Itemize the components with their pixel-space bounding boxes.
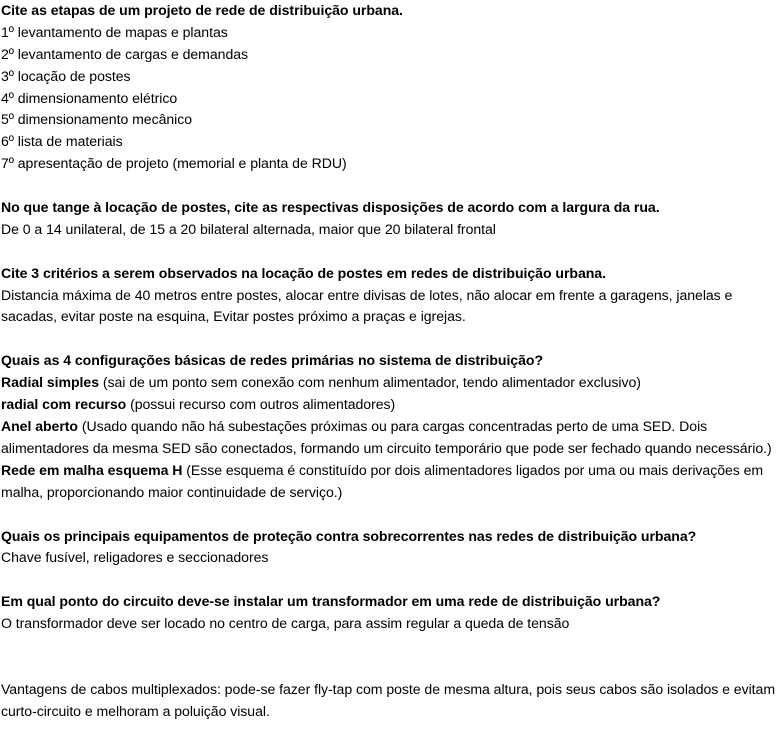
question-3: Cite 3 critérios a serem observados na locação de postes em redes de distribuição urbana. (1, 264, 606, 281)
answer-5: Chave fusível, religadores e seccionadores (1, 549, 269, 566)
config-desc: (sai de um ponto sem conexão com nenhum alimentador, tendo alimentador exclusivo) (99, 374, 641, 391)
config-radial-com-recurso (1, 394, 776, 416)
answer-3: Distancia máxima de 40 metros entre postes, alocar entre divisas de lotes, não alocar em frente a garagens, janelas e sacadas, evitar poste na esquina, Evitar postes próximo a praças e igrejas. (1, 286, 733, 325)
config-term: Anel aberto (1, 417, 78, 434)
question-2: No que tange à locação de postes, cite as respectivas disposições de acordo com a largura da rua. (1, 199, 660, 216)
config-radial-simples (1, 372, 776, 394)
spacer (1, 175, 780, 197)
answer-6: O transformador deve ser locado no centro de carga, para assim regular a queda de tensão (1, 615, 570, 632)
config-term: Rede em malha esquema H (1, 461, 183, 478)
step-1: 1º levantamento de mapas e plantas (1, 23, 228, 40)
answer-2: De 0 a 14 unilateral, de 15 a 20 bilateral alternada, maior que 20 bilateral frontal (1, 220, 496, 237)
spacer (1, 569, 780, 591)
question-5: Quais os principais equipamentos de proteção contra sobrecorrentes nas redes de distribuição urbana? (1, 527, 697, 544)
step-7: 7º apresentação de projeto (memorial e planta de RDU) (1, 155, 347, 172)
step-4: 4º dimensionamento elétrico (1, 89, 178, 106)
config-desc: (possui recurso com outros alimentadores) (126, 396, 396, 413)
config-rede-em-malha (1, 460, 776, 504)
step-3: 3º locação de postes (1, 67, 131, 84)
step-6: 6º lista de materiais (1, 133, 123, 150)
spacer (1, 504, 780, 526)
config-term: radial com recurso (1, 396, 127, 413)
config-term: Radial simples (1, 374, 99, 391)
question-4: Quais as 4 configurações básicas de redes primárias no sistema de distribuição? (1, 352, 544, 369)
spacer (1, 328, 780, 350)
note-multiplexed-cables: Vantagens de cabos multiplexados: pode-se fazer fly-tap com poste de mesma altura, pois seus cabos são isolados e evitam curto-circuito e melhoram a poluição visual. (1, 680, 776, 719)
step-2: 2º levantamento de cargas e demandas (1, 45, 249, 62)
config-desc: (Esse esquema é constituído por dois alimentadores ligados por uma ou mais derivações em malha, proporcionando maior continuidade de serviço.) (1, 461, 764, 500)
config-anel-aberto (1, 416, 776, 460)
step-5: 5º dimensionamento mecânico (1, 111, 193, 128)
question-6: Em qual ponto do circuito deve-se instalar um transformador em uma rede de distribuição urbana? (1, 593, 661, 610)
spacer (1, 241, 780, 263)
question-1: Cite as etapas de um projeto de rede de distribuição urbana. (1, 2, 403, 18)
config-desc: (Usado quando não há subestações próximas ou para cargas concentradas perto de uma SED. Dois alimentadores da mesma SED são conectados, formando um circuito temporário que pode ser fechado quando necessário.) (1, 417, 772, 456)
spacer (1, 635, 780, 679)
